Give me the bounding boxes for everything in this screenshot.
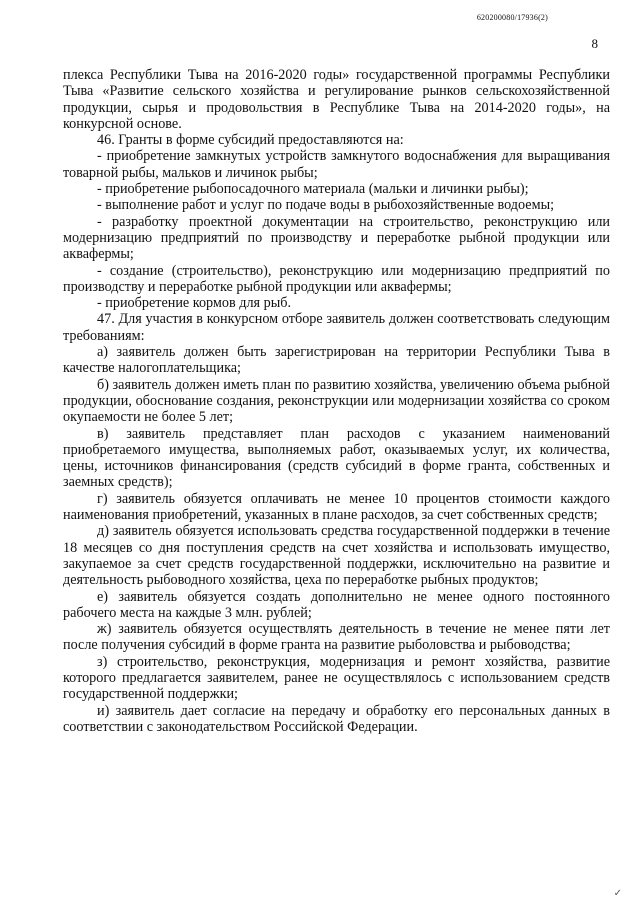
- list-item: - приобретение кормов для рыб.: [97, 295, 292, 312]
- requirement-item: а) заявитель должен быть зарегистрирован на территории Республики Тыва в качестве налогоплательщика;: [63, 344, 610, 377]
- requirement-item: в) заявитель представляет план расходов с указанием наименований приобретаемого имущества, выполняемых работ, оказываемых услуг, их количества, цены, источников финансирования (средств субсидий в форме гранта, собственных и заемных средств);: [63, 425, 610, 491]
- paragraph-continuation: плекса Республики Тыва на 2016-2020 годы» государственной программы Республики Тыва «Развитие сельского хозяйства и регулирование рынков сельскохозяйственной продукции, сырья и продовольствия в Республике Тыва на 2014-2020 годы», на конкурсной основе.: [63, 67, 610, 132]
- requirement-item: б) заявитель должен иметь план по развитию хозяйства, увеличению объема рыбной продукции, обоснование создания, реконструкции или модернизации хозяйства со сроком окупаемости не более 5 лет;: [63, 376, 610, 426]
- requirement-item: з) строительство, реконструкция, модернизация и ремонт хозяйства, развитие которого предлагается заявителем, ранее не осуществлялось с использованием средств государственной поддержки;: [63, 653, 610, 703]
- requirement-item: и) заявитель дает согласие на передачу и обработку его персональных данных в соответствии с законодательством Российской Федерации.: [63, 702, 610, 735]
- list-item: - разработку проектной документации на строительство, реконструкцию или модернизацию предприятий по производству и переработке рыбной продукции или аквафермы;: [63, 213, 610, 263]
- requirement-item: е) заявитель обязуется создать дополнительно не менее одного постоянного рабочего места на каждые 3 млн. рублей;: [63, 588, 610, 621]
- list-item: - приобретение рыбопосадочного материала (мальки и личинки рыбы);: [97, 181, 529, 198]
- document-body: [63, 67, 610, 735]
- corner-check-mark: ✓: [613, 888, 622, 899]
- list-item: - создание (строительство), реконструкцию или модернизацию предприятий по производству и переработке рыбной продукции или аквафермы;: [63, 262, 610, 295]
- page-number: 8: [591, 36, 598, 51]
- requirement-item: ж) заявитель обязуется осуществлять деятельность в течение не менее пяти лет после получения субсидий в форме гранта на развитие рыболовства и рыбоводства;: [63, 621, 610, 654]
- document-code: 620200080/17936(2): [476, 13, 548, 22]
- requirement-item: д) заявитель обязуется использовать средства государственной поддержки в течение 18 месяцев со дня поступления средств на счет хозяйства и использовать имущество, закупаемое за счет средств государственной поддержки, исключительно на развитие и деятельность рыбоводного хозяйства, цеха по переработке рыбных продуктов;: [63, 523, 610, 589]
- paragraph-46-heading: 46. Гранты в форме субсидий предоставляются на:: [97, 132, 404, 149]
- list-item: - выполнение работ и услуг по подаче воды в рыбохозяйственные водоемы;: [97, 197, 555, 214]
- requirement-item: г) заявитель обязуется оплачивать не менее 10 процентов стоимости каждого наименования приобретений, указанных в плане расходов, за счет собственных средств;: [63, 490, 610, 524]
- paragraph-47-heading: 47. Для участия в конкурсном отборе заявитель должен соответствовать следующим требованиям:: [63, 311, 610, 344]
- list-item: - приобретение замкнутых устройств замкнутого водоснабжения для выращивания товарной рыбы, мальков и личинок рыбы;: [63, 148, 610, 181]
